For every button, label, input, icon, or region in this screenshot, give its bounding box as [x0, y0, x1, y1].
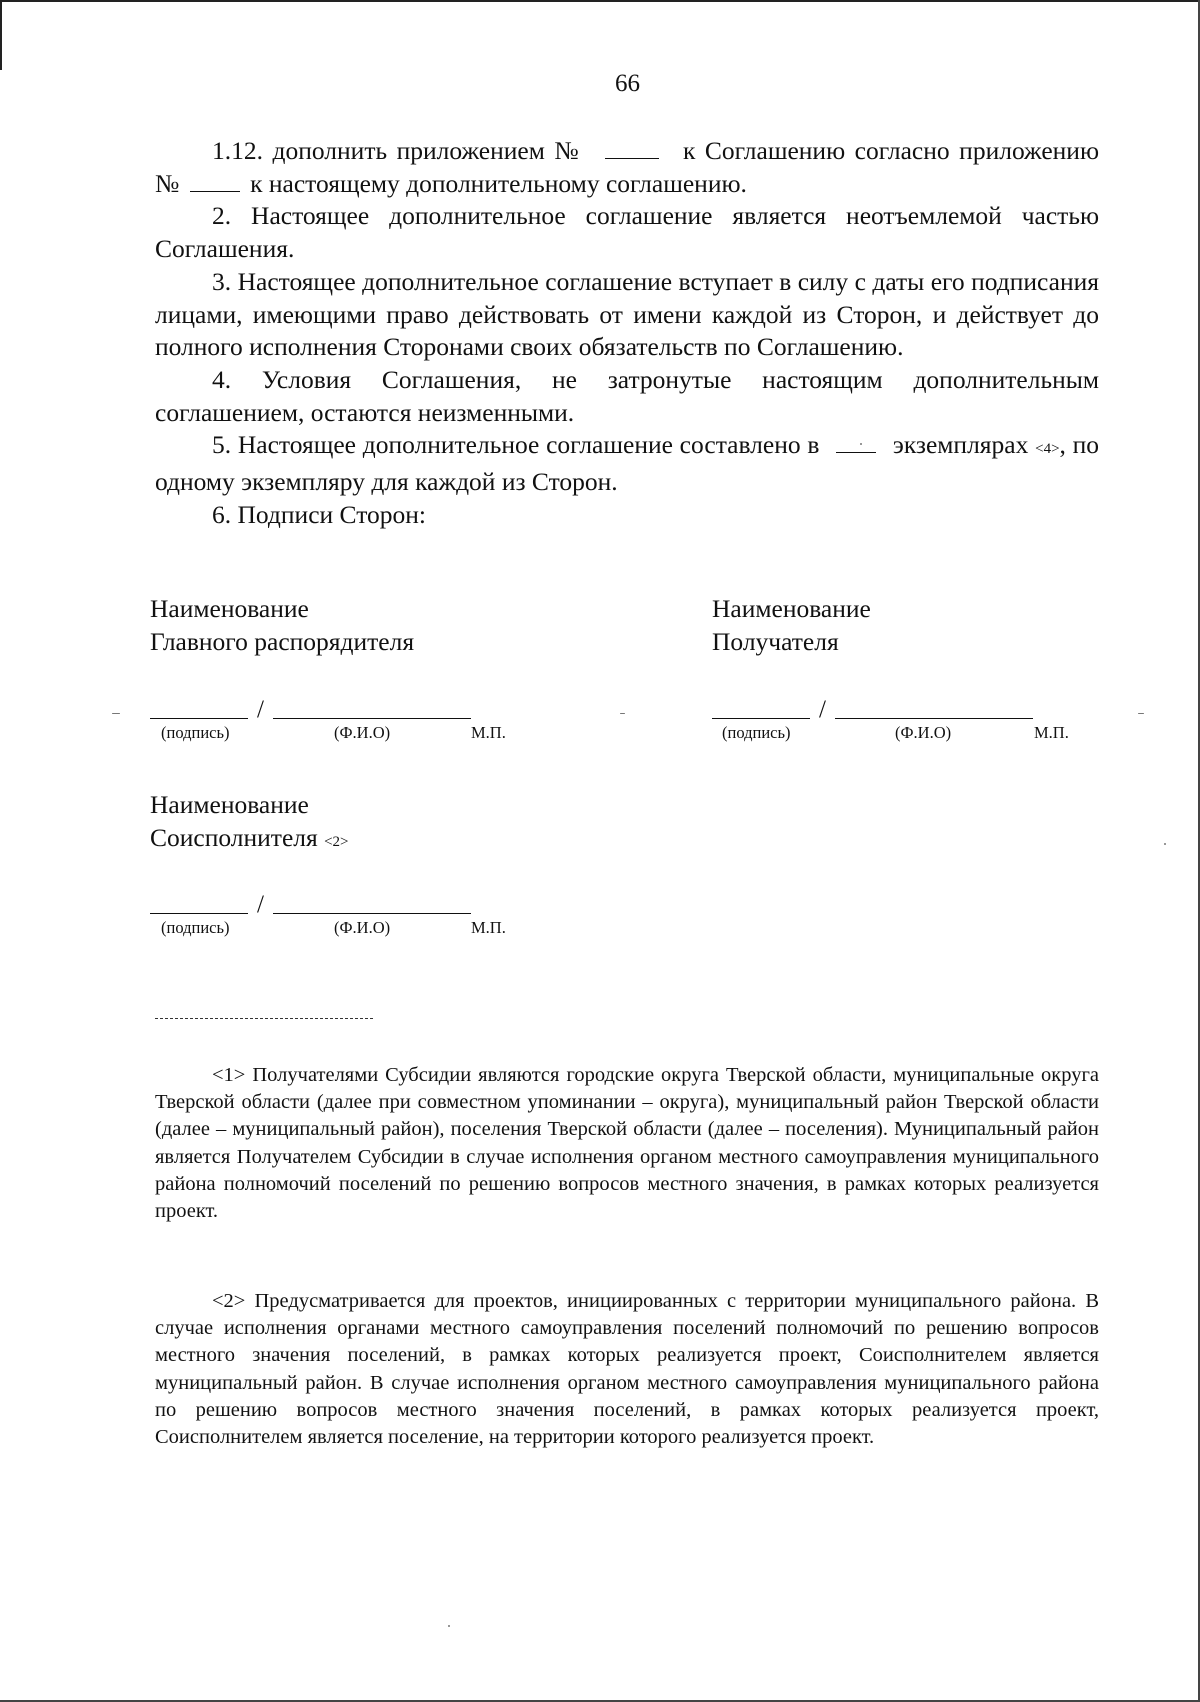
footnote-2: <2> Предусматривается для проектов, инициированных с территории муниципального района. В случае исполнения органами местного самоуправления поселений полномочий по решению вопросов местного значения поселений, в рамках которых реализуется проект, Соисполнителем является муниципальный район. В случае исполнения органом местного самоуправления муниципального района по решению вопросов местного значения поселений, в рамках которых реализуется проект, Соисполнителем является поселение, на территории которого реализуется проект.: [155, 1290, 1099, 1449]
scan-edge-left: [0, 0, 2, 70]
footnote-separator: [155, 1018, 373, 1019]
signatory-main-distributor: Наименование Главного распорядителя: [150, 594, 415, 656]
signature-slash-co-executor: /: [257, 891, 264, 918]
name-line-co-executor: [273, 912, 471, 914]
page-number: 66: [615, 70, 640, 97]
signature-line-co-executor: [150, 912, 248, 914]
copies-count-blank: [836, 430, 876, 453]
caption-signature-co-executor: (подпись): [161, 918, 230, 937]
signatory-recipient: Наименование Получателя: [712, 594, 871, 656]
annex-number-blank-2: [190, 169, 240, 192]
signature-line-right: [712, 717, 810, 719]
scan-speck: [620, 713, 625, 714]
signatory-co-executor: Наименование Соисполнителя <2>: [150, 790, 349, 852]
name-line-left: [273, 717, 471, 719]
scan-speck: [860, 443, 862, 445]
caption-seal-left: М.П.: [471, 723, 506, 742]
agreement-body: [155, 135, 1099, 531]
caption-name-co-executor: (Ф.И.О): [334, 918, 391, 937]
caption-name-right: (Ф.И.О): [895, 723, 952, 742]
paragraph-1-12: 1.12. дополнить приложением № к Соглашению согласно приложению № к настоящему дополнительному соглашению.: [155, 136, 1099, 198]
scan-speck: [112, 713, 120, 714]
footnote-1: <1> Получателями Субсидии являются городские округа Тверской области, муниципальные округа Тверской области (далее при совместном упоминании – округа), муниципальный район Тверской области (далее – муниципальный район), поселения Тверской области (далее – поселения). Муниципальный район является Получателем Субсидии в случае исполнения органом местного самоуправления муниципального района полномочий поселений по решению вопросов местного значения, в рамках которых реализуется проект.: [155, 1064, 1099, 1223]
scan-edge-top: [0, 0, 1200, 2]
footnote-ref-4: <4>: [1035, 441, 1060, 458]
signature-slash-right: /: [819, 696, 826, 723]
paragraph-2: 2. Настоящее дополнительное соглашение является неотъемлемой частью Соглашения.: [155, 201, 1099, 264]
caption-seal-right: М.П.: [1034, 723, 1069, 742]
scan-speck: [1164, 843, 1166, 845]
name-line-right: [835, 717, 1033, 719]
footnote-ref-2: <2>: [324, 834, 349, 850]
scan-speck: [448, 1625, 450, 1627]
caption-signature-left: (подпись): [161, 723, 230, 742]
caption-seal-co-executor: М.П.: [471, 918, 506, 937]
paragraph-6: 6. Подписи Сторон:: [212, 499, 426, 529]
annex-number-blank: [605, 136, 659, 159]
signature-line-left: [150, 717, 248, 719]
paragraph-5: 5. Настоящее дополнительное соглашение составлено в экземплярах <4>, по одному экземпляру для каждой из Сторон.: [155, 430, 1100, 497]
caption-name-left: (Ф.И.О): [334, 723, 391, 742]
paragraph-4: 4. Условия Соглашения, не затронутые настоящим дополнительным соглашением, остаются неизменными.: [155, 364, 1099, 427]
paragraph-3: 3. Настоящее дополнительное соглашение вступает в силу с даты его подписания лицами, имеющими право действовать от имени каждой из Сторон, и действует до полного исполнения Сторонами своих обязательств по Соглашению.: [155, 266, 1099, 362]
scan-speck: [1138, 713, 1144, 714]
caption-signature-right: (подпись): [722, 723, 791, 742]
signature-slash-left: /: [257, 696, 264, 723]
